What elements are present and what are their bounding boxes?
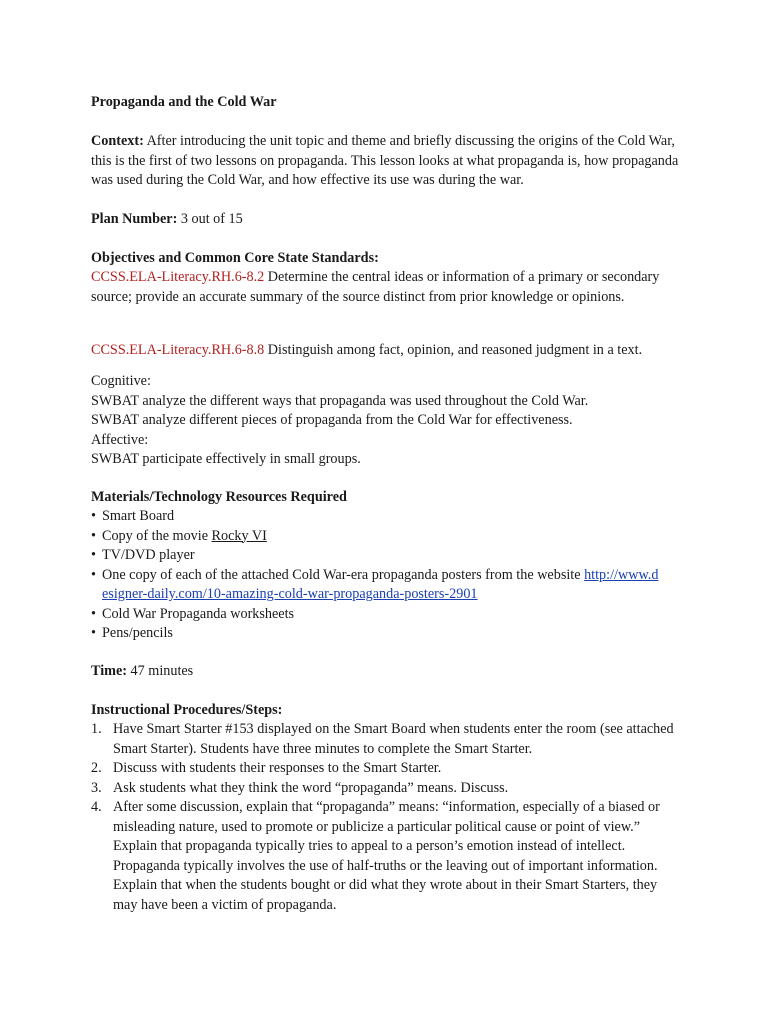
list-item <box>91 759 683 779</box>
cognitive-label: Cognitive: <box>91 373 151 389</box>
affective-label: Affective: <box>91 431 149 448</box>
context-paragraph <box>91 132 691 191</box>
standard-code: CCSS.ELA-Literacy.RH.6-8.8 <box>91 342 265 358</box>
plan-number-label: Plan Number: <box>91 211 178 227</box>
time-value: 47 minutes <box>130 663 194 679</box>
step-text: Ask students what they think the word “propaganda” means. Discuss. <box>113 779 509 796</box>
standard-2 <box>91 341 691 361</box>
plan-number-value: 3 out of 15 <box>180 211 243 227</box>
list-item <box>91 527 691 547</box>
material-text: TV/DVD player <box>102 547 195 563</box>
context-label: Context: <box>91 133 144 149</box>
list-item <box>91 779 683 799</box>
standard-text: Distinguish among fact, opinion, and reasoned judgment in a text. <box>267 342 643 358</box>
step-number: 1. <box>91 721 102 737</box>
list-item <box>91 546 691 566</box>
list-item <box>91 566 662 605</box>
step-text: After some discussion, explain that “propaganda” means: “information, especially of a biased or misleading nature, used to promote or publicize a particular political cause or point of view.” Explain that propaganda typically tries to appeal to a person’s emotion instead of intellect. Propaganda typically involves the use of half-truths or the leaving out of important information. Explain that when the students bought or did what they wrote about in their Smart Starters, they may have been a victim of propaganda. <box>113 799 660 913</box>
movie-title: Rocky VI <box>211 527 267 544</box>
material-text: Pens/pencils <box>102 625 173 641</box>
cognitive-item: SWBAT analyze different pieces of propaganda from the Cold War for effectiveness. <box>91 412 573 428</box>
procedures-heading: Instructional Procedures/Steps: <box>91 702 283 718</box>
list-item <box>91 624 691 644</box>
time-label: Time: <box>91 663 127 679</box>
learning-outcomes <box>91 372 691 470</box>
standard-text: Determine the central ideas or information of a primary or secondary source; provide an accurate summary of the source distinct from prior knowledge or opinions. <box>91 269 660 305</box>
list-item <box>91 798 683 915</box>
material-text: Copy of the movie <box>102 527 208 544</box>
list-item <box>91 720 683 759</box>
context-text: After introducing the unit topic and theme and briefly discussing the origins of the Cold War, this is the first of two lessons on propaganda. This lesson looks at what propaganda is, how propaganda was used during the Cold War, and how effective its use was during the war. <box>91 133 679 188</box>
materials-list <box>91 507 691 644</box>
affective-item: SWBAT participate effectively in small groups. <box>91 451 361 467</box>
list-item <box>91 605 691 625</box>
step-text: Have Smart Starter #153 displayed on the Smart Board when students enter the room (see attached Smart Starter). Students have three minutes to complete the Smart Starter. <box>113 721 674 757</box>
materials-heading: Materials/Technology Resources Required <box>91 489 347 505</box>
material-text: Smart Board <box>102 508 175 524</box>
objectives-heading: Objectives and Common Core State Standards: <box>91 250 379 266</box>
procedures-list <box>91 720 683 915</box>
page-title: Propaganda and the Cold War <box>91 94 277 110</box>
poster-website-link[interactable]: http://www.designer-daily.com/10-amazing-cold-war-propaganda-posters-2901 <box>102 566 659 602</box>
time-allotment <box>91 662 691 682</box>
step-number: 2. <box>91 760 102 776</box>
step-number: 4. <box>91 799 102 815</box>
cognitive-item: SWBAT analyze the different ways that propaganda was used throughout the Cold War. <box>91 392 589 409</box>
material-text: One copy of each of the attached Cold War-era propaganda posters from the website <box>102 566 581 583</box>
step-number: 3. <box>91 779 102 796</box>
standard-1 <box>91 268 691 307</box>
standard-code: CCSS.ELA-Literacy.RH.6-8.2 <box>91 269 265 285</box>
step-text: Discuss with students their responses to the Smart Starter. <box>113 760 442 776</box>
material-text: Cold War Propaganda worksheets <box>102 605 295 622</box>
list-item <box>91 507 691 527</box>
plan-number <box>91 210 691 230</box>
